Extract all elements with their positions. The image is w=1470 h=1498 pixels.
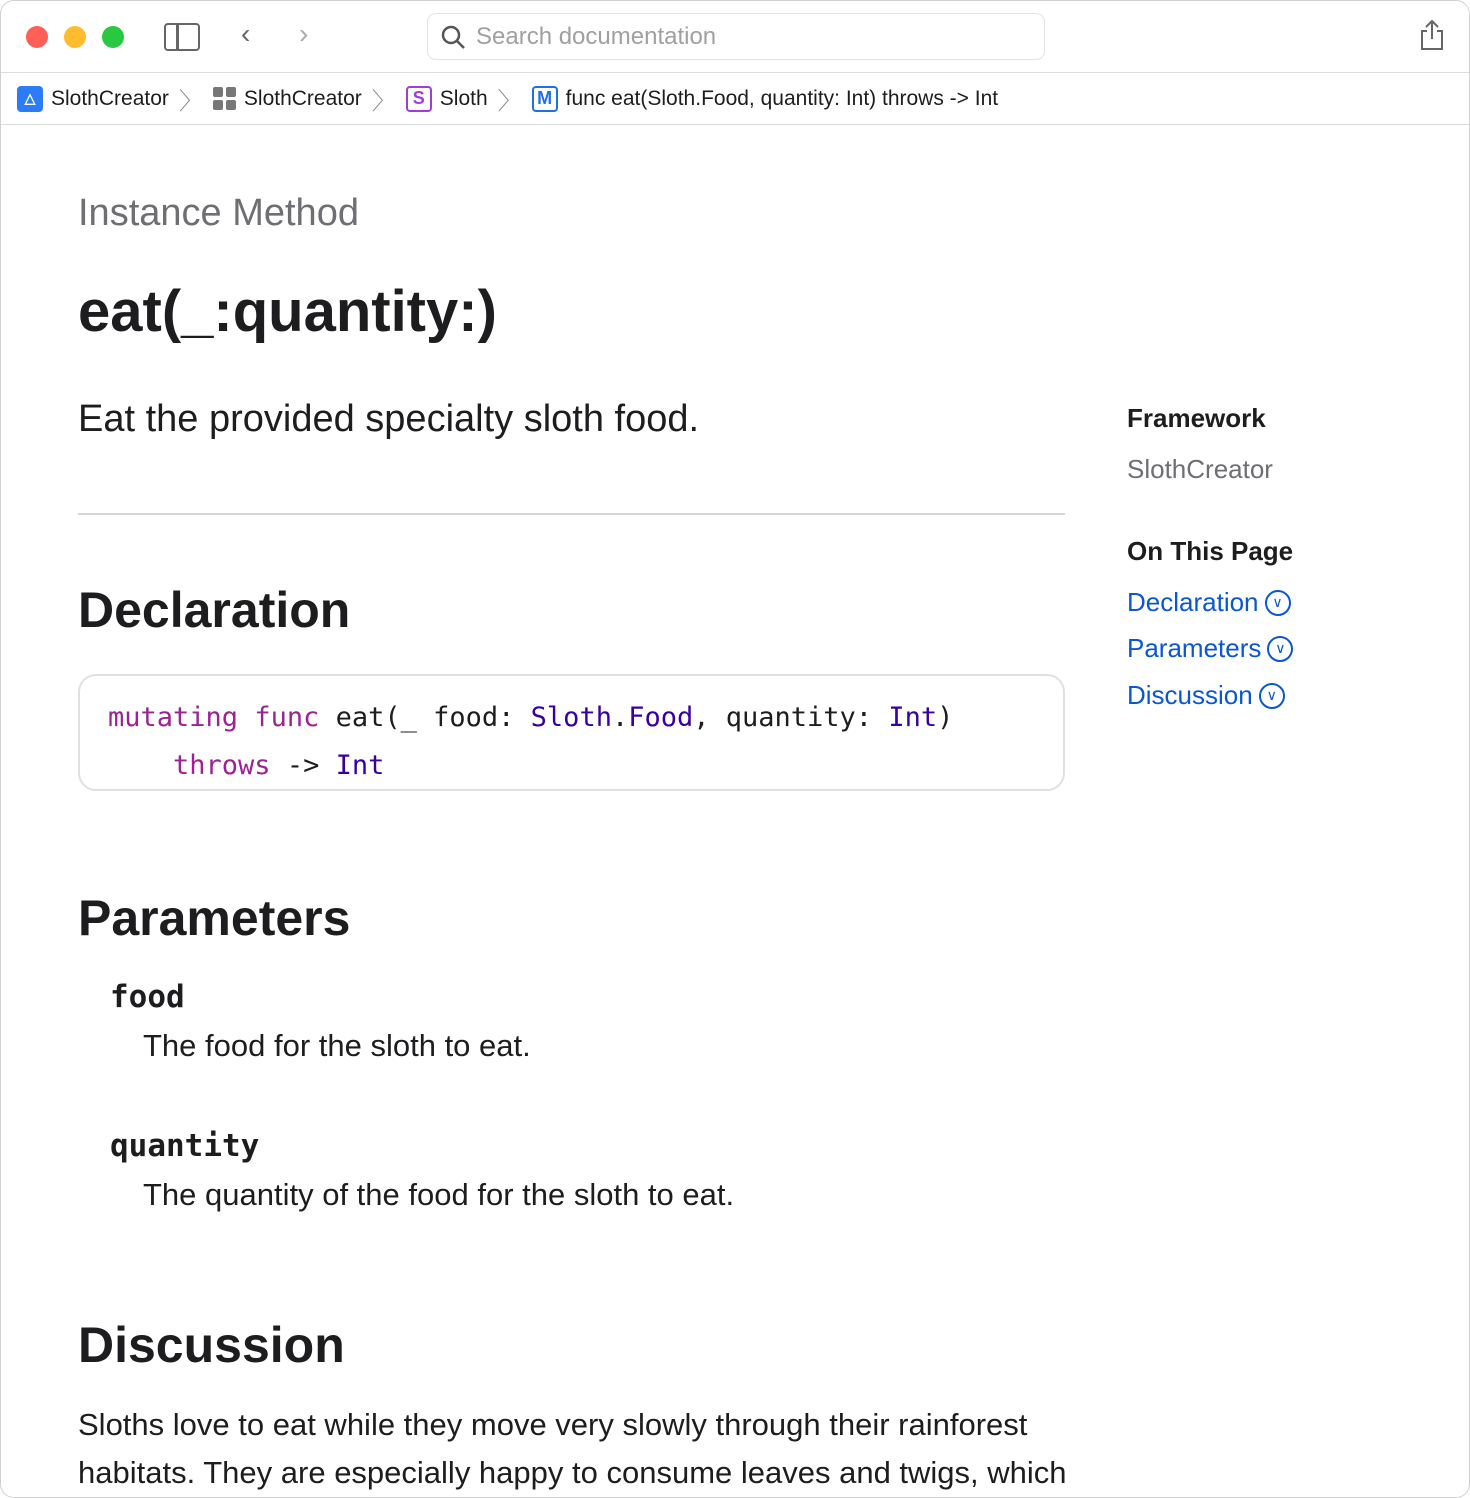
share-icon[interactable] bbox=[1419, 19, 1445, 51]
toc-link-discussion[interactable] bbox=[1127, 680, 1285, 711]
code-token: , quantity: bbox=[693, 702, 889, 733]
chevron-right-icon: 〉 bbox=[497, 88, 522, 115]
discussion-text: Sloths love to eat while they move very slowly through their rainforest habitats. They are especially happy to consume leaves and twigs, which bbox=[78, 1407, 1067, 1490]
code-token[interactable]: Int bbox=[335, 750, 385, 781]
parameter-name: quantity bbox=[110, 1128, 260, 1164]
toc-link-label: Parameters bbox=[1127, 633, 1262, 663]
toc-link-declaration[interactable] bbox=[1127, 587, 1291, 618]
code-token[interactable]: Int bbox=[888, 702, 938, 733]
sidebar-toggle-icon[interactable] bbox=[164, 23, 200, 51]
breadcrumb bbox=[1, 73, 1469, 125]
framework-heading bbox=[1127, 403, 1266, 434]
declaration-heading: Declaration bbox=[78, 582, 351, 638]
forward-icon[interactable]: › bbox=[299, 18, 309, 49]
search-input[interactable] bbox=[427, 13, 1045, 60]
framework-label: Framework bbox=[1127, 403, 1266, 433]
declaration-code bbox=[78, 674, 1065, 791]
zoom-button[interactable] bbox=[102, 26, 124, 48]
code-token[interactable]: Sloth bbox=[530, 702, 612, 733]
code-token: mutating bbox=[108, 702, 239, 733]
code-token: ) bbox=[937, 702, 954, 733]
toc-link-parameters[interactable] bbox=[1127, 633, 1293, 664]
code-token: throws bbox=[173, 750, 271, 781]
symbol-kind: Instance Method bbox=[78, 192, 359, 234]
code-token: func bbox=[254, 702, 320, 733]
code-token: . bbox=[611, 702, 629, 733]
framework-name[interactable]: SlothCreator bbox=[1127, 454, 1273, 484]
page-title: eat(_:quantity:) bbox=[78, 279, 497, 344]
chevron-right-icon: 〉 bbox=[178, 88, 203, 115]
back-icon[interactable]: ‹ bbox=[241, 18, 251, 49]
parameter-name: food bbox=[110, 979, 185, 1015]
toolbar bbox=[1, 1, 1469, 73]
toc-link-label: Declaration bbox=[1127, 587, 1259, 617]
abstract: Eat the provided specialty sloth food. bbox=[78, 398, 700, 440]
method-icon: M bbox=[532, 86, 558, 112]
breadcrumb-item[interactable]: Sloth bbox=[439, 86, 488, 110]
struct-icon: S bbox=[406, 86, 432, 112]
chevron-down-circle-icon: ∨ bbox=[1259, 683, 1285, 709]
code-token[interactable]: Food bbox=[628, 702, 694, 733]
code-token: eat(_ food: bbox=[319, 702, 531, 733]
chevron-right-icon: 〉 bbox=[371, 88, 396, 115]
on-this-page-heading bbox=[1127, 536, 1293, 567]
app-icon: △ bbox=[17, 86, 43, 112]
parameters-heading: Parameters bbox=[78, 890, 351, 946]
breadcrumb-item[interactable]: SlothCreator bbox=[243, 86, 362, 110]
search-icon bbox=[440, 24, 466, 50]
on-this-page-label: On This Page bbox=[1127, 536, 1294, 566]
breadcrumb-item[interactable]: func eat(Sloth.Food, quantity: Int) throws -> Int bbox=[565, 86, 999, 110]
parameter-description: The quantity of the food for the sloth to eat. bbox=[143, 1177, 735, 1212]
minimize-button[interactable] bbox=[64, 26, 86, 48]
chevron-down-circle-icon: ∨ bbox=[1267, 636, 1293, 662]
discussion-heading: Discussion bbox=[78, 1317, 345, 1373]
chevron-down-circle-icon: ∨ bbox=[1265, 590, 1291, 616]
search-placeholder: Search documentation bbox=[476, 22, 717, 50]
toc-link-label: Discussion bbox=[1127, 680, 1253, 710]
code-token: -> bbox=[270, 750, 336, 781]
divider bbox=[78, 513, 1065, 515]
parameter-description: The food for the sloth to eat. bbox=[143, 1028, 531, 1063]
framework-icon bbox=[213, 87, 236, 110]
close-button[interactable] bbox=[26, 26, 48, 48]
breadcrumb-item[interactable]: SlothCreator bbox=[51, 86, 169, 110]
